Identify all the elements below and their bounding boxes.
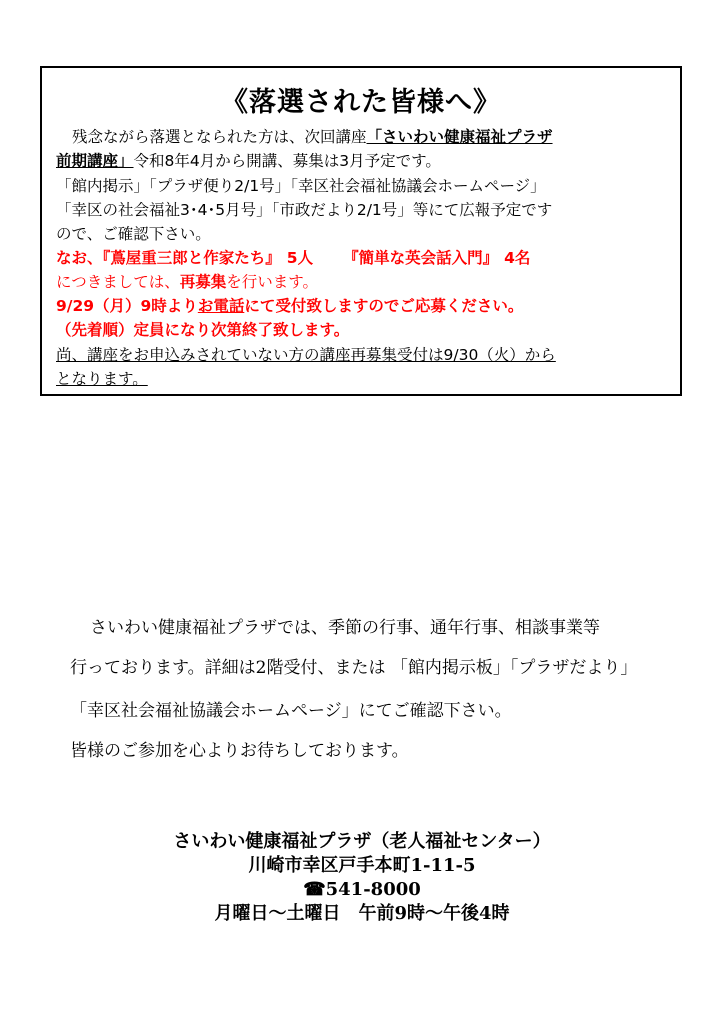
notice-line-10: 尚、講座をお申込みされていない方の講座再募集受付は9/30（火）から (56, 346, 556, 364)
notice-line-5: ので、ご確認下さい。 (56, 225, 211, 243)
notice-text: を行います。 (226, 273, 318, 291)
phone-icon: ☎ (303, 879, 326, 900)
info-paragraph-line-3: 「幸区社会福祉協議会ホームページ」にてご確認下さい。 (70, 701, 512, 721)
info-paragraph-line-4: 皆様のご参加を心よりお待ちしております。 (70, 741, 409, 761)
notice-text: につきましては、 (56, 273, 180, 291)
notice-line-7 (56, 275, 318, 291)
course-count-2: 4名 (504, 249, 531, 267)
course-title-1: 『蔦屋重三郎と作家たち』 (102, 249, 281, 267)
notice-line-4: 「幸区の社会福祉3･4･5月号」「市政だより2/1号」等にて広報予定です (56, 201, 553, 219)
notice-text: にて受付致しますのでご応募ください。 (244, 297, 524, 315)
course-count-1: 5人 (286, 249, 314, 267)
re-recruitment: 再募集 (179, 273, 227, 291)
next-course-name: 「さいわい健康福祉プラザ (366, 128, 553, 146)
facility-name: さいわい健康福祉プラザ（老人福祉センター） (173, 831, 551, 852)
notice-line-6 (56, 251, 530, 267)
notice-line-8 (56, 299, 523, 315)
next-course-name-end: 前期講座」 (56, 152, 134, 170)
notice-line-2 (56, 154, 441, 170)
notice-line-11: となります。 (56, 370, 148, 388)
notice-line-3: 「館内掲示」「プラザ便り2/1号」「幸区社会福祉協議会ホームページ」 (56, 177, 546, 195)
facility-phone (0, 881, 724, 899)
course-title-2: 『簡単な英会話入門』 (343, 249, 499, 267)
info-paragraph-line-1: さいわい健康福祉プラザでは、季節の行事、通年行事、相談事業等 (90, 618, 600, 638)
reception-date: 9/29（月）9時より (56, 297, 198, 315)
info-paragraph-line-2: 行っております。詳細は2階受付、または 「館内掲示板」「プラザだより」 (70, 658, 638, 678)
notice-text: なお、 (56, 249, 103, 267)
notice-line-9: （先着順）定員になり次第終了致します。 (56, 321, 350, 339)
notice-line-1 (72, 130, 553, 146)
notice-text: 令和8年4月から開講、募集は3月予定です。 (133, 152, 441, 170)
phone-method: お電話 (197, 297, 245, 315)
phone-number: 541-8000 (325, 879, 421, 900)
facility-address: 川崎市幸区戸手本町1-11-5 (248, 855, 476, 876)
notice-box (40, 66, 682, 396)
facility-hours: 月曜日～土曜日 午前9時～午後4時 (214, 903, 510, 924)
notice-text: 残念ながら落選となられた方は、次回講座 (72, 128, 367, 146)
notice-title: 《落選された皆様へ》 (221, 87, 501, 118)
